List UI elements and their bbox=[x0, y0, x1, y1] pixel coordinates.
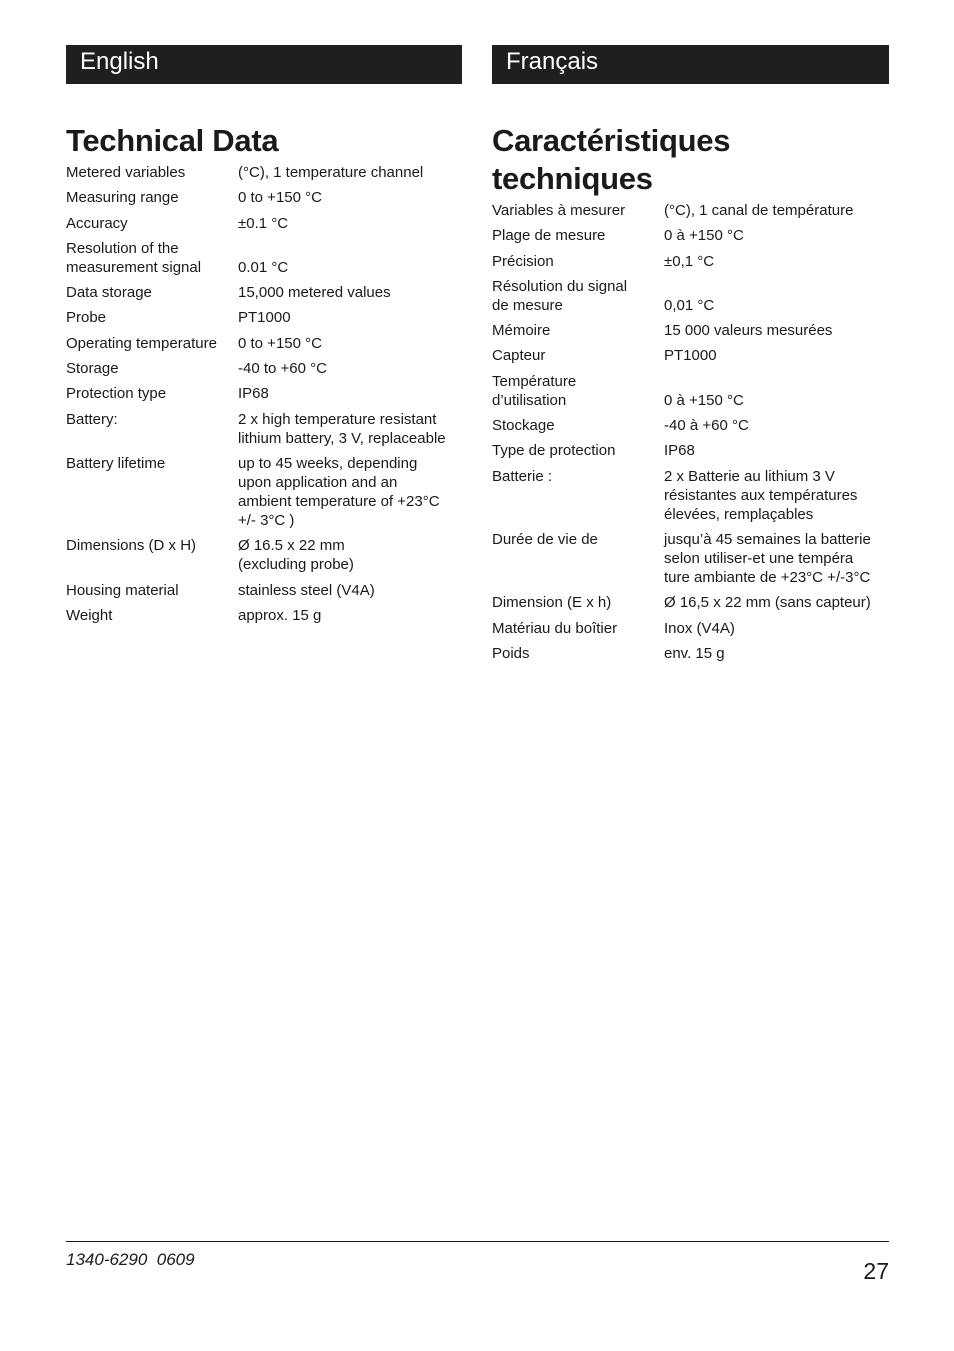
spec-value: ±0.1 °C bbox=[238, 214, 289, 232]
spec-label: Housing material bbox=[66, 581, 179, 599]
spec-value: 0 à +150 °C bbox=[664, 391, 744, 409]
page-number: 27 bbox=[863, 1258, 889, 1284]
spec-row bbox=[66, 606, 462, 625]
spec-value: 0,01 °C bbox=[664, 296, 715, 314]
french-spec-table bbox=[492, 201, 889, 663]
spec-value: -40 à +60 °C bbox=[664, 417, 749, 435]
spec-value: 0 à +150 °C bbox=[664, 227, 744, 245]
spec-label: Metered variables bbox=[66, 164, 186, 181]
spec-label: Mémoire bbox=[492, 322, 551, 340]
spec-row bbox=[66, 384, 462, 403]
english-section-title: Technical Data bbox=[66, 123, 279, 158]
spec-row bbox=[66, 454, 462, 530]
spec-label: Résolution du signal de mesure bbox=[492, 277, 628, 314]
spec-row bbox=[66, 188, 462, 207]
spec-row bbox=[66, 283, 462, 302]
spec-label: Battery: bbox=[66, 410, 118, 428]
spec-value: 15 000 valeurs mesurées bbox=[664, 322, 833, 340]
spec-value: 15,000 metered values bbox=[238, 284, 391, 302]
spec-row bbox=[492, 530, 889, 587]
spec-row bbox=[66, 581, 462, 600]
spec-label: Storage bbox=[66, 360, 119, 378]
spec-value: approx. 15 g bbox=[238, 606, 322, 624]
spec-label: Durée de vie de bbox=[492, 530, 598, 548]
spec-row bbox=[492, 226, 889, 245]
spec-row bbox=[66, 239, 462, 277]
spec-value: PT1000 bbox=[664, 347, 717, 365]
spec-row bbox=[66, 163, 462, 182]
spec-value: IP68 bbox=[238, 385, 269, 403]
spec-label: Plage de mesure bbox=[492, 227, 606, 245]
spec-row bbox=[66, 214, 462, 233]
spec-value: up to 45 weeks, depending upon application and an ambient temperature of +23°C +/- 3°C ) bbox=[238, 454, 440, 529]
spec-value: 2 x high temperature resistant lithium battery, 3 V, replaceable bbox=[238, 410, 446, 447]
spec-label: Précision bbox=[492, 252, 554, 270]
spec-label: Capteur bbox=[492, 347, 546, 365]
footer-divider bbox=[66, 1241, 889, 1242]
spec-value: (°C), 1 canal de température bbox=[664, 202, 854, 219]
spec-label: Protection type bbox=[66, 385, 167, 403]
english-column bbox=[66, 45, 462, 631]
spec-label: Weight bbox=[66, 606, 113, 624]
spec-value: 0 to +150 °C bbox=[238, 334, 322, 352]
spec-row bbox=[492, 321, 889, 340]
spec-value: 2 x Batterie au lithium 3 V résistantes aux températures élevées, remplaçables bbox=[664, 467, 858, 523]
spec-label: Accuracy bbox=[66, 214, 128, 232]
spec-label: Resolution of the measurement signal bbox=[66, 239, 202, 276]
spec-value: Ø 16.5 x 22 mm (excluding probe) bbox=[238, 537, 354, 574]
english-spec-table bbox=[66, 163, 462, 625]
spec-label: Probe bbox=[66, 309, 107, 327]
spec-label: Variables à mesurer bbox=[492, 202, 626, 219]
spec-row bbox=[492, 252, 889, 271]
spec-row bbox=[492, 441, 889, 460]
spec-row bbox=[66, 410, 462, 448]
spec-row bbox=[66, 536, 462, 574]
french-column bbox=[492, 45, 889, 669]
spec-row bbox=[492, 593, 889, 612]
spec-label: Battery lifetime bbox=[66, 454, 166, 472]
spec-value: env. 15 g bbox=[664, 644, 725, 662]
spec-value: PT1000 bbox=[238, 309, 291, 327]
spec-value: stainless steel (V4A) bbox=[238, 581, 375, 599]
spec-row bbox=[492, 201, 889, 220]
spec-row bbox=[492, 346, 889, 365]
spec-label: Operating temperature bbox=[66, 334, 217, 352]
spec-value: Inox (V4A) bbox=[664, 619, 735, 637]
spec-label: Data storage bbox=[66, 284, 152, 302]
spec-value: ±0,1 °C bbox=[664, 252, 715, 270]
spec-label: Batterie : bbox=[492, 467, 553, 485]
spec-label: Dimension (E x h) bbox=[492, 594, 612, 612]
spec-row bbox=[492, 467, 889, 524]
document-number: 1340-6290 0609 bbox=[66, 1250, 195, 1269]
spec-value: 0 to +150 °C bbox=[238, 189, 322, 207]
spec-label: Dimensions (D x H) bbox=[66, 537, 197, 555]
french-section-title: Caractéristiques techniques bbox=[492, 123, 731, 196]
spec-label: Poids bbox=[492, 644, 530, 662]
english-language-header: English bbox=[66, 45, 462, 84]
spec-value: IP68 bbox=[664, 442, 695, 460]
spec-row bbox=[66, 308, 462, 327]
spec-row bbox=[492, 416, 889, 435]
spec-label: Stockage bbox=[492, 417, 555, 435]
spec-label: Type de protection bbox=[492, 442, 616, 460]
spec-row bbox=[66, 359, 462, 378]
spec-row bbox=[492, 277, 889, 315]
spec-row bbox=[66, 334, 462, 353]
spec-row bbox=[492, 644, 889, 663]
spec-value: 0.01 °C bbox=[238, 258, 289, 276]
spec-label: Matériau du boîtier bbox=[492, 619, 618, 637]
french-language-header: Français bbox=[492, 45, 889, 84]
spec-row bbox=[492, 372, 889, 410]
spec-value: jusqu’à 45 semaines la batterie selon utiliser-et une tempéra ture ambiante de +23°C +/-3°C bbox=[664, 530, 871, 586]
spec-row bbox=[492, 619, 889, 638]
spec-value: (°C), 1 temperature channel bbox=[238, 164, 424, 181]
spec-label: Measuring range bbox=[66, 189, 179, 207]
spec-value: -40 to +60 °C bbox=[238, 360, 327, 378]
spec-label: Température d’utilisation bbox=[492, 372, 577, 409]
spec-value: Ø 16,5 x 22 mm (sans capteur) bbox=[664, 594, 871, 612]
